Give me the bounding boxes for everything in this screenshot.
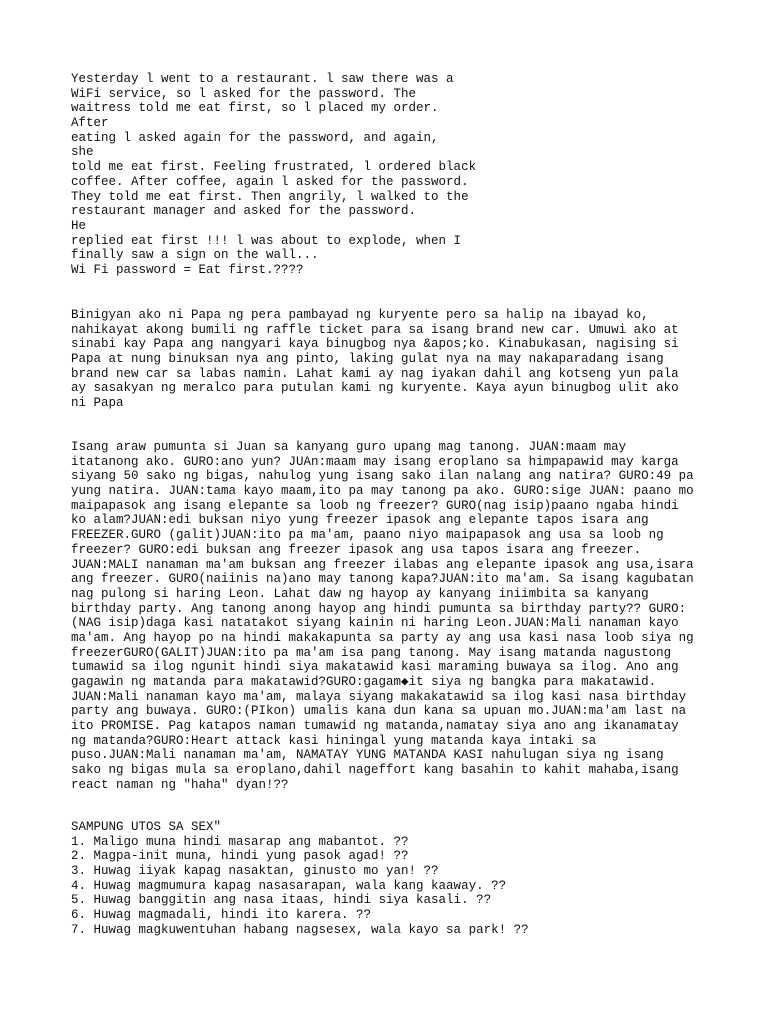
text-line: itatanong ako. GURO:ano yun? JUAn:maam may isang eroplano sa himpapawid may karga xyxy=(71,454,679,469)
text-line: finally saw a sign on the wall... xyxy=(71,248,319,263)
text-line: ko alam?JUAN:edi buksan niyo yung freezer ipasok ang elepante tapos isara ang xyxy=(71,513,649,528)
text-line: JUAN:MALI nanaman ma'am buksan ang freezer ilabas ang elepante ipasok ang usa,isara xyxy=(71,557,694,572)
text-line: SAMPUNG UTOS SA SEX" xyxy=(71,820,222,834)
text-line: nahikayat akong bumili ng raffle ticket para sa isang brand new car. Umuwi ako at xyxy=(71,322,679,337)
list-item: 6. Huwag magmadali, hindi ito karera. ?? xyxy=(71,908,372,923)
text-line: ito PROMISE. Pag katapos naman tumawid ng matanda,namatay siya ano ang ikanamatay xyxy=(71,719,679,734)
text-line: react naman ng "haha" dyan!?? xyxy=(71,777,289,792)
text-line: she xyxy=(71,145,94,160)
text-line: puso.JUAN:Mali nanaman ma'am, NAMATAY YUNG MATANDA KASI nahulugan siya ng isang xyxy=(71,748,664,763)
list-item: 1. Maligo muna hindi masarap ang mabantot. ?? xyxy=(71,834,409,849)
text-line: restaurant manager and asked for the password. xyxy=(71,204,417,219)
text-line: He xyxy=(71,218,87,233)
text-line: ang freezer. GURO(naiinis na)ano may tanong kapa?JUAN:ito ma'am. Sa isang kagubatan xyxy=(71,572,694,587)
text-line: sinabi kay Papa ang nangyari kaya binugbog nya &apos;ko. Kinabukasan, nagising si xyxy=(71,337,679,352)
text-line: FREEZER.GURO (galit)JUAN:ito pa ma'am, paano niyo maipapasok ang usa sa loob ng xyxy=(71,528,664,543)
text-line: JUAN:Mali nanaman kayo ma'am, malaya siyang makakatawid sa ilog kasi nasa birthday xyxy=(71,689,687,704)
text-line: ng matanda?GURO:Heart attack kasi hiningal yung matanda kaya intaki sa xyxy=(71,733,597,748)
text-line: ay sasakyan ng meralco para putulan kami ng kuryente. Kaya ayun binugbog ulit ako xyxy=(71,381,679,396)
text-line: freezerGURO(GALIT)JUAN:ito pa ma'am isa pang tanong. May isang matanda nagustong xyxy=(71,645,672,660)
list-item: 7. Huwag magkuwentuhan habang nagsesex, wala kayo sa park! ?? xyxy=(71,922,529,937)
text-line: Binigyan ako ni Papa ng pera pambayad ng kuryente pero sa halip na ibayad ko, xyxy=(71,308,649,322)
text-line: Papa at nung binuksan nya ang pinto, laking gulat nya na may nakaparadang isang xyxy=(71,352,664,367)
text-line: ni Papa xyxy=(71,396,124,411)
text-line: WiFi service, so l asked for the password. The xyxy=(71,86,417,101)
text-line: After xyxy=(71,116,109,131)
text-line: birthday party. Ang tanong anong hayop ang hindi pumunta sa birthday party?? GURO: xyxy=(71,601,687,616)
text-line: party ang buwaya. GURO:(PIkon) umalis kana dun kana sa upuan mo.JUAN:ma'am last na xyxy=(71,704,687,719)
text-line: siyang 50 sako ng bigas, nahulog yung isang sako ilan nalang ang natira? GURO:49 pa xyxy=(71,469,694,484)
papa-raffle-joke-paragraph xyxy=(71,308,721,411)
list-item: 2. Magpa-init muna, hindi yung pasok agad! ?? xyxy=(71,849,409,864)
text-line: maipapasok ang isang elepante sa loob ng freezer? GURO(nag isip)paano ngaba hindi xyxy=(71,498,679,513)
text-line: (NAG isip)daga kasi natatakot siyang kainin ni haring Leon.JUAN:Mali nanaman kayo xyxy=(71,616,679,631)
text-line: freezer? GURO:edi buksan ang freezer ipasok ang usa tapos isara ang freezer. xyxy=(71,542,642,557)
text-line: gagawin ng matanda para makatawid?GURO:gagam◆it siya ng bangka para makatawid. xyxy=(71,675,657,689)
text-line: told me eat first. Feeling frustrated, l ordered black xyxy=(71,160,477,175)
list-item: 5. Huwag banggitin ang nasa itaas, hindi siya kasali. ?? xyxy=(71,893,492,908)
wifi-joke-paragraph xyxy=(71,72,721,278)
sampung-utos-list xyxy=(71,820,721,938)
text-line: yung natira. JUAN:tama kayo maam,ito pa may tanong pa ako. GURO:sige JUAN: paano mo xyxy=(71,484,694,499)
text-line: eating l asked again for the password, and again, xyxy=(71,130,439,145)
text-line: ma'am. Ang hayop po na hindi makakapunta sa party ay ang usa kasi nasa loob siya ng xyxy=(71,630,694,645)
text-line: Isang araw pumunta si Juan sa kanyang guro upang mag tanong. JUAN:maam may xyxy=(71,440,627,454)
text-line: waitress told me eat first, so l placed my order. xyxy=(71,101,439,116)
text-line: Yesterday l went to a restaurant. l saw there was a xyxy=(71,72,454,86)
text-line: Wi Fi password = Eat first.???? xyxy=(71,262,304,277)
text-line: nag pulong si haring Leon. Lahat daw ng hayop ay kanyang iniimbita sa kanyang xyxy=(71,586,649,601)
text-line: tumawid sa ilog ngunit hindi siya makatawid kasi maraming buwaya sa ilog. Ano ang xyxy=(71,660,679,675)
text-line: sako ng bigas mula sa eroplano,dahil nageffort kang basahin to kahit mahaba,isang xyxy=(71,763,679,778)
text-line: brand new car sa labas namin. Lahat kami ay nag iyakan dahil ang kotseng yun pala xyxy=(71,366,679,381)
text-line: replied eat first !!! l was about to explode, when I xyxy=(71,233,462,248)
list-item: 3. Huwag iiyak kapag nasaktan, ginusto mo yan! ?? xyxy=(71,864,439,879)
juan-guro-joke-paragraph xyxy=(71,440,721,793)
text-line: They told me eat first. Then angrily, l walked to the xyxy=(71,189,469,204)
list-item: 4. Huwag magmumura kapag nasasarapan, wala kang kaaway. ?? xyxy=(71,878,507,893)
text-line: coffee. After coffee, again l asked for the password. xyxy=(71,174,469,189)
